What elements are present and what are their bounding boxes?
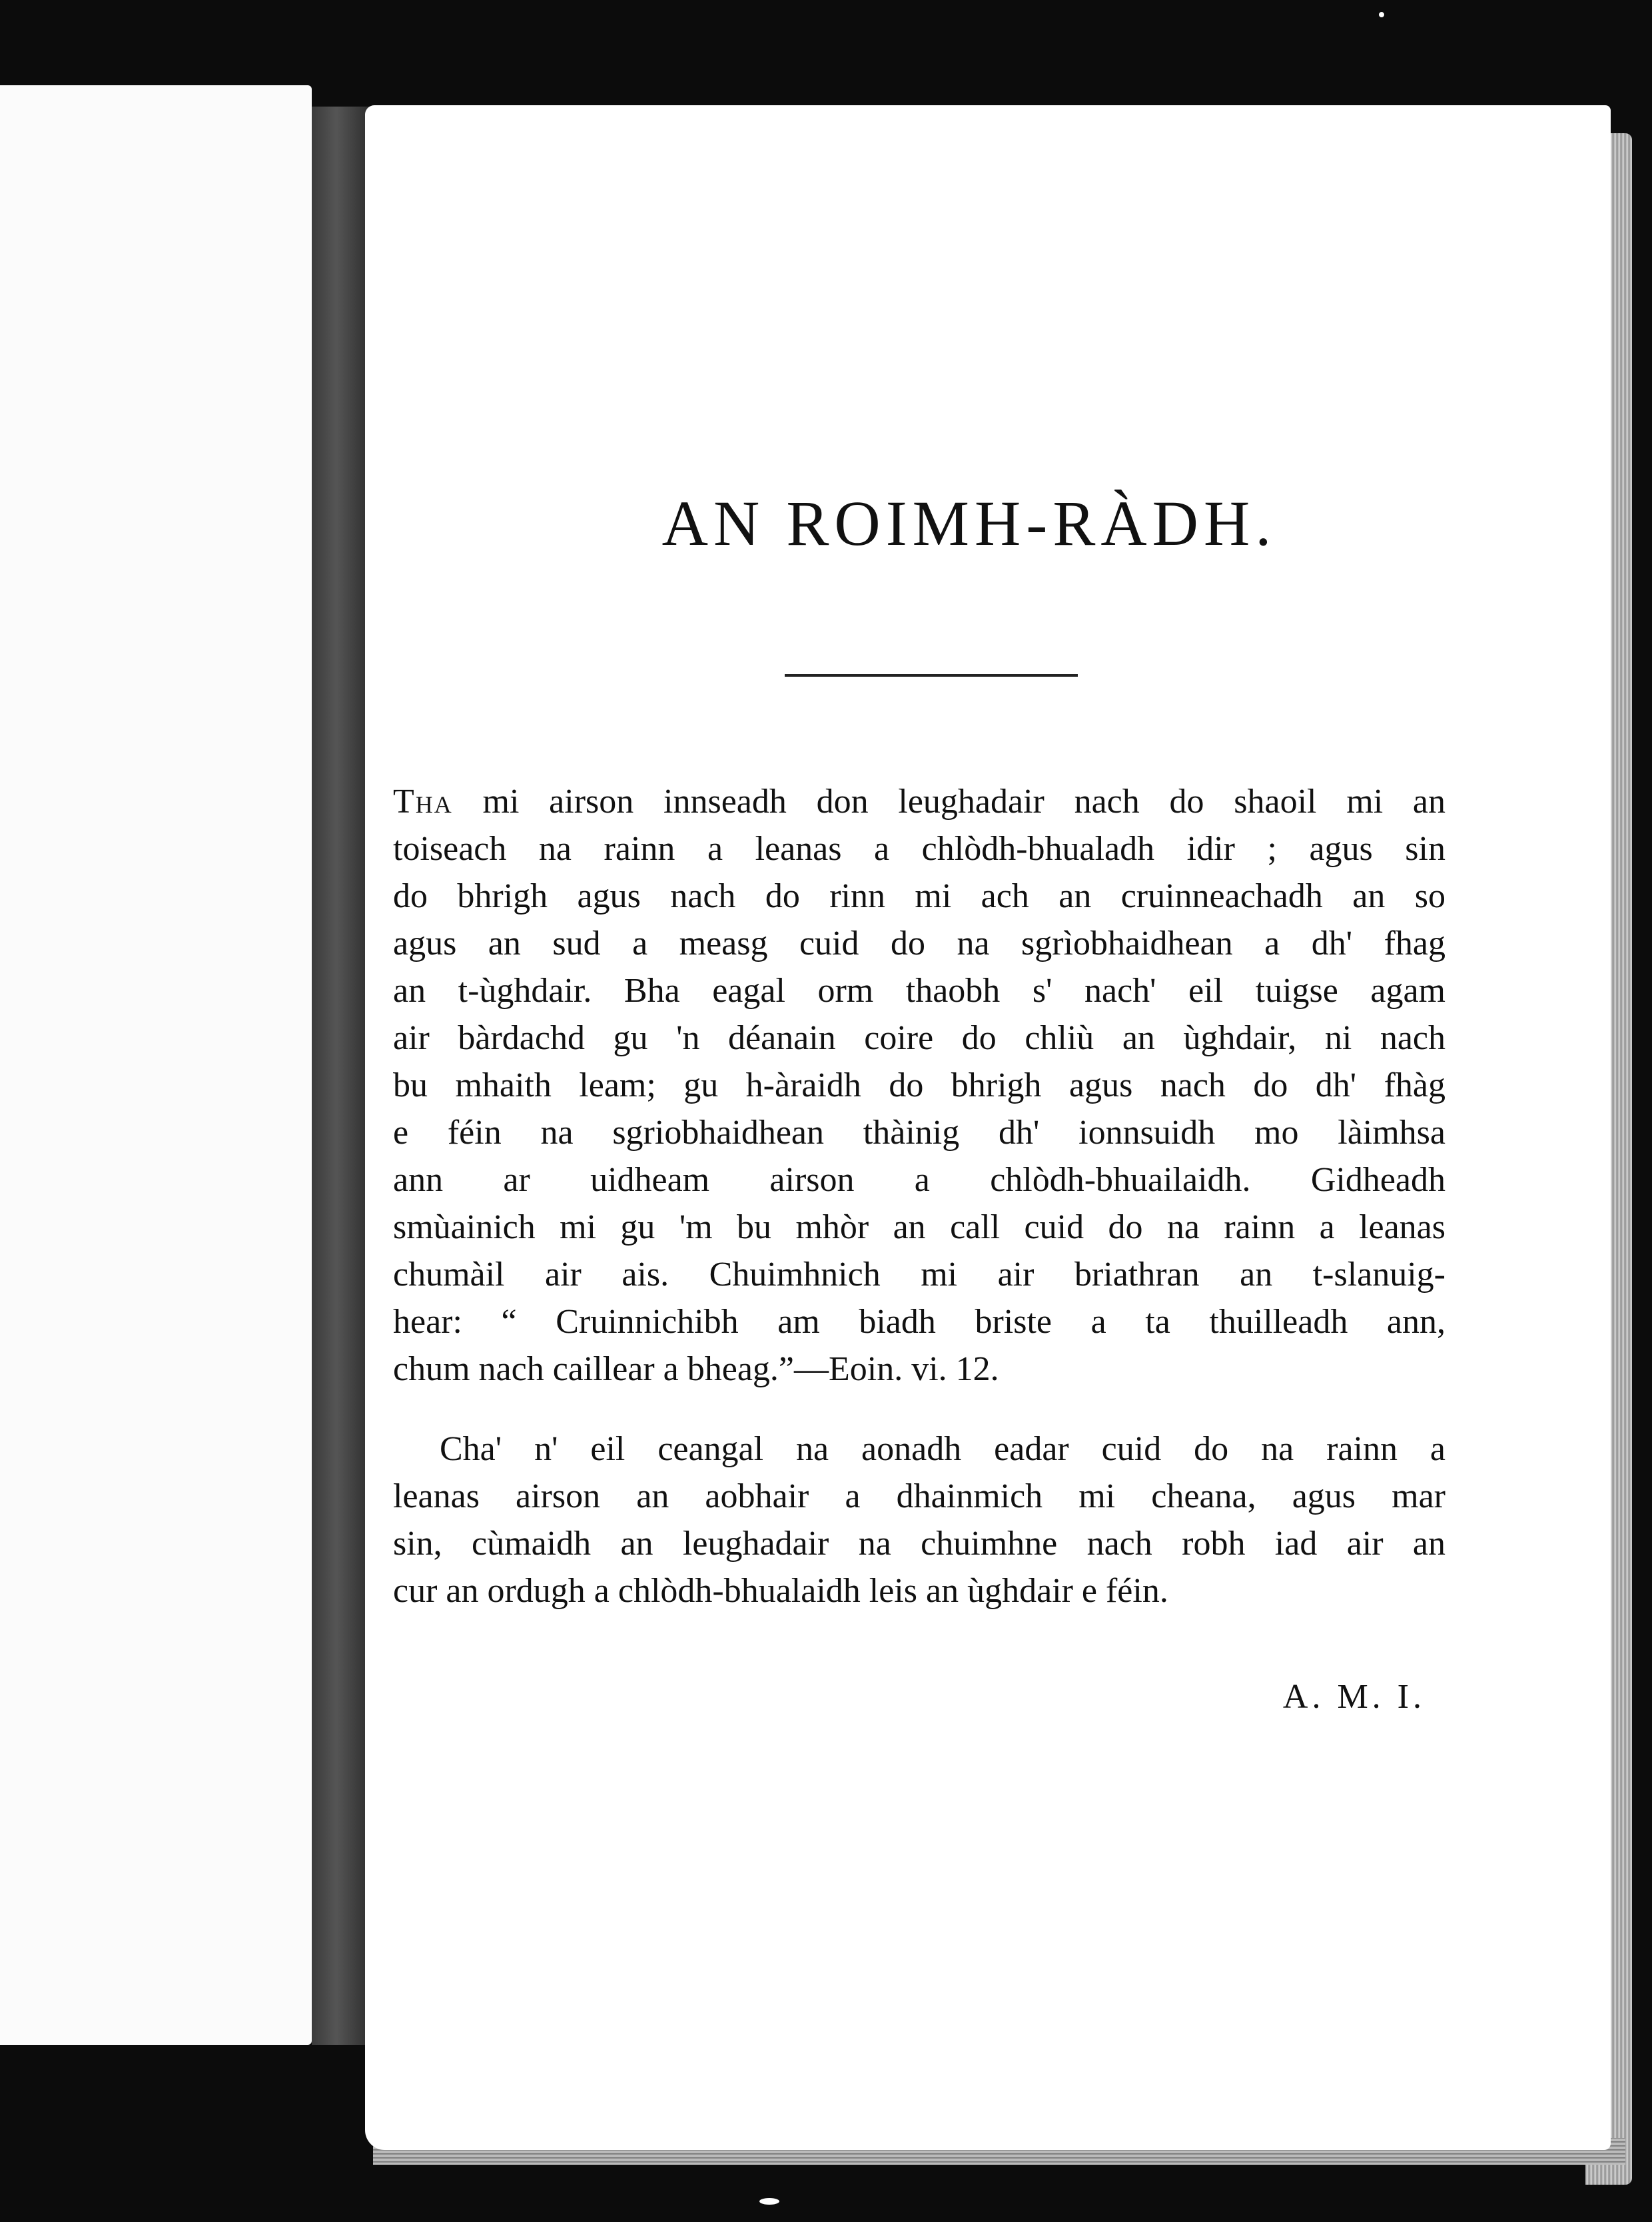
scan-speck — [1379, 12, 1384, 17]
paragraph-line: air bàrdachd gu 'n déanain coire do chliù an ùghdair, ni nach — [393, 1019, 1446, 1057]
paragraph-line: an t-ùghdair. Bha eagal orm thaobh s' nach' eil tuigse agam — [393, 972, 1446, 1010]
paragraph-line: toiseach na rainn a leanas a chlòdh-bhualadh idir ; agus sin — [393, 830, 1446, 868]
paragraph-line: cur an ordugh a chlòdh-bhualaidh leis an ùghdair e féin. — [393, 1572, 1168, 1610]
paragraph-line: leanas airson an aobhair a dhainmich mi cheana, agus mar — [393, 1477, 1446, 1515]
line-text: mi airson innseadh don leughadair nach do shaoil mi an — [452, 783, 1446, 821]
book-gutter — [312, 107, 373, 2045]
paragraph-line: chum nach caillear a bheag.”—Eoin. vi. 12. — [393, 1350, 999, 1388]
paragraph-line: Cha' n' eil ceangal na aonadh eadar cuid do na rainn a — [440, 1430, 1446, 1468]
paragraph-2 — [393, 1425, 1446, 1615]
paragraph-1 — [393, 778, 1446, 1393]
paragraph-line: chumàil air ais. Chuimhnich mi air briathran an t-slanuig- — [393, 1256, 1446, 1294]
lead-in-small-caps: Tha — [393, 783, 453, 821]
scan-speck — [759, 2198, 779, 2205]
paragraph-line — [393, 778, 1446, 825]
paragraph-line: ann ar uidheam airson a chlòdh-bhuailaidh. Gidheadh — [393, 1161, 1446, 1199]
page-title: AN ROIMH-RÀDH. — [661, 488, 1277, 559]
paragraph-line: e féin na sgriobhaidhean thàinig dh' ionnsuidh mo làimhsa — [393, 1114, 1446, 1152]
left-facing-page — [0, 85, 312, 2045]
paragraph-line: bu mhaith leam; gu h-àraidh do bhrigh agus nach do dh' fhàg — [393, 1066, 1446, 1104]
signature-initials: A. M. I. — [1282, 1678, 1426, 1716]
paragraph-line: agus an sud a measg cuid do na sgrìobhaidhean a dh' fhag — [393, 925, 1446, 962]
paragraph-line: hear: “ Cruinnichibh am biadh briste a ta thuilleadh ann, — [393, 1303, 1446, 1341]
paragraph-line: smùainich mi gu 'm bu mhòr an call cuid do na rainn a leanas — [393, 1208, 1446, 1246]
paragraph-line: sin, cùmaidh an leughadair na chuimhne nach robh iad air an — [393, 1525, 1446, 1563]
paragraph-line: do bhrigh agus nach do rinn mi ach an cruinneachadh an so — [393, 877, 1446, 915]
title-rule — [785, 674, 1078, 677]
